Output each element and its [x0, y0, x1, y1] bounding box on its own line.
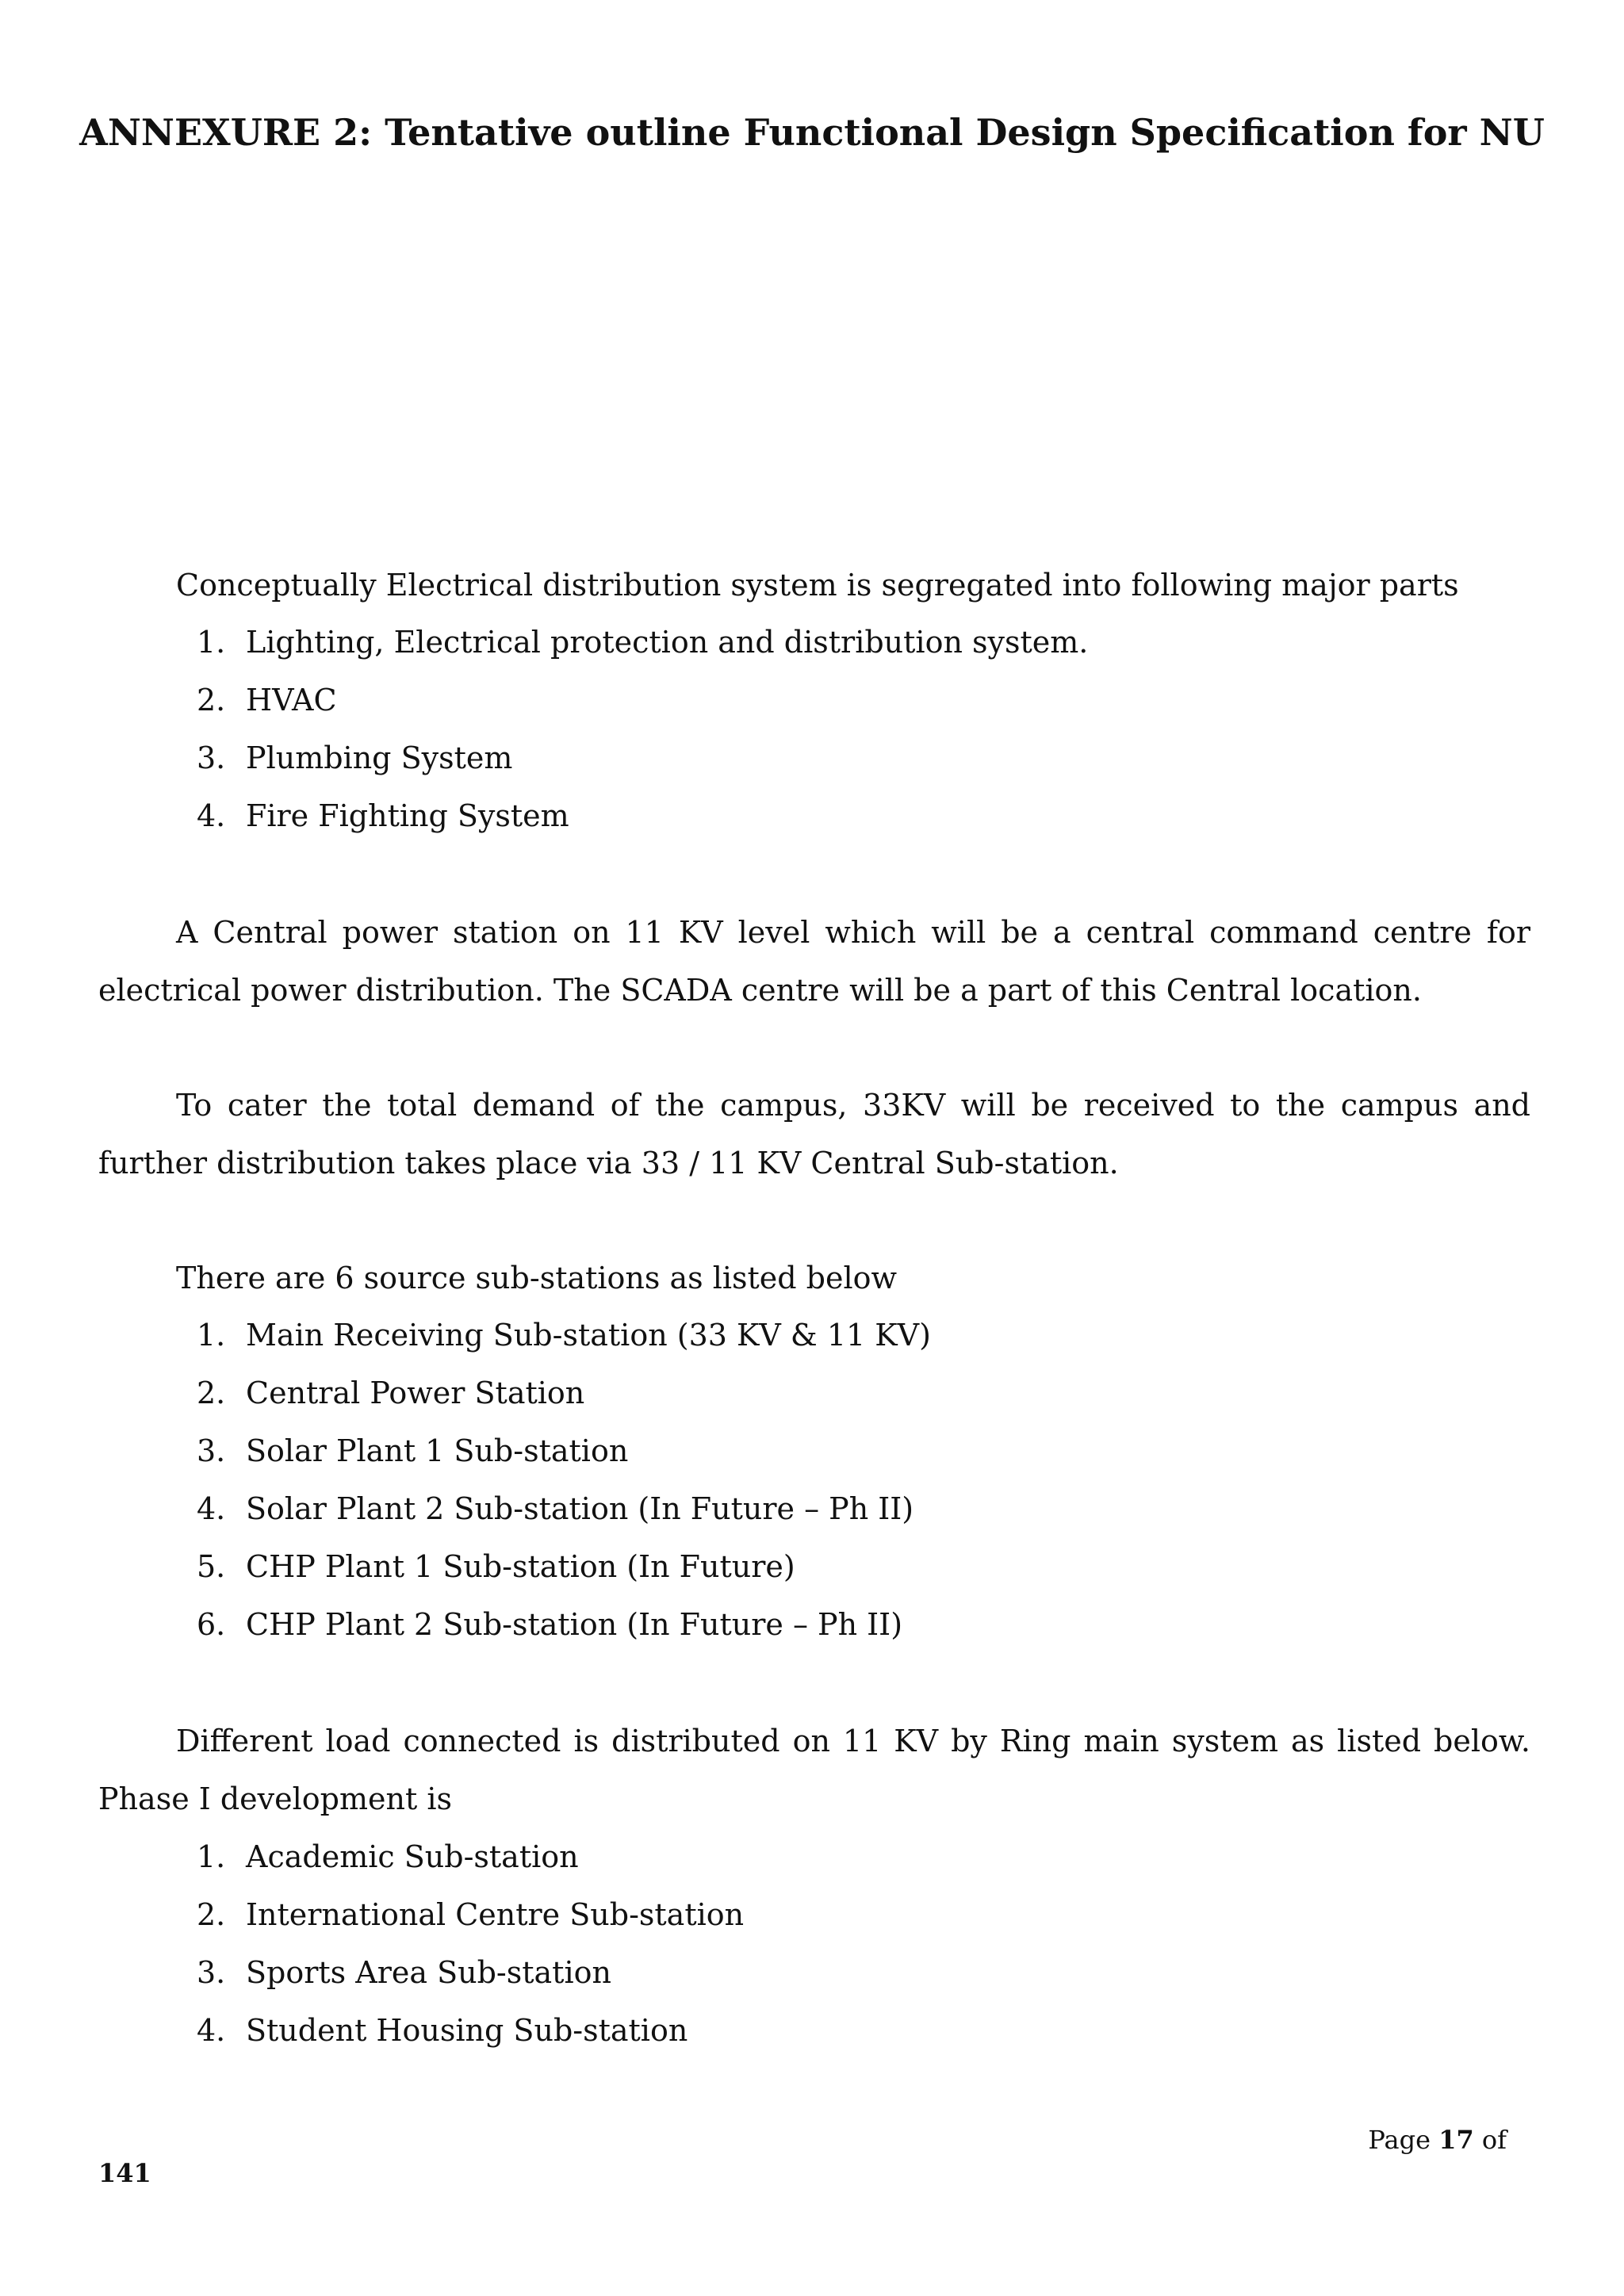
page-number: Page 17 of — [1368, 2125, 1507, 2155]
section2-intro: There are 6 source sub-stations as listed below — [176, 1261, 898, 1295]
paragraph-central-power-station: A Central power station on 11 KV level which will be a central command centre for electrical power distribution. The SCADA centre will be a part of this Central location. — [98, 915, 1530, 1008]
section1-intro: Conceptually Electrical distribution system is segregated into following major parts — [176, 568, 1459, 603]
page-title: ANNEXURE 2: Tentative outline Functional Design Specification for NU — [79, 111, 1545, 154]
paragraph-ring-main: Different load connected is distributed on 11 KV by Ring main system as listed below. Phase I development is — [98, 1724, 1530, 1816]
total-pages: 141 — [98, 2158, 151, 2188]
paragraph-campus-demand: To cater the total demand of the campus, 33KV will be received to the campus and further distribution takes place via 33 / 11 KV Central Sub-station. — [98, 1088, 1530, 1181]
